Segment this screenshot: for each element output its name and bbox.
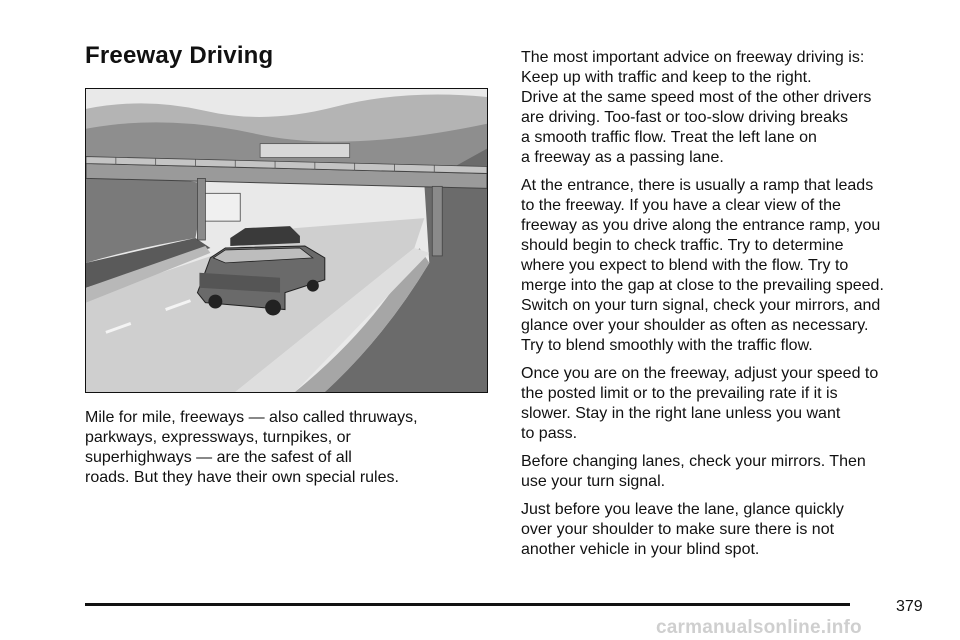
left-column-text [85, 408, 490, 496]
paragraph-entrance-ramp: At the entrance, there is usually a ramp that leads to the freeway. If you have a clear view of the freeway as you drive along the entrance ramp, you should begin to check traffic. Try to determine where you expect to blend with the flow. Try to merge into the gap at close to the prevailing speed. Switch on your turn signal, check your mirrors, and glance over your shoulder as often as necessary. Try to blend smoothly with the traffic flow. [521, 177, 884, 354]
freeway-illustration [85, 88, 488, 393]
page-number: 379 [896, 598, 923, 615]
paragraph-adjust-speed: Once you are on the freeway, adjust your speed to the posted limit or to the prevailing rate if it is slower. Stay in the right lane unless you want to pass. [521, 365, 879, 442]
intro-paragraph: Mile for mile, freeways — also called thruways, parkways, expressways, turnpikes, or superhighways — are the safest of all roads. But they have their own special rules. [85, 409, 418, 486]
paragraph-blind-spot: Just before you leave the lane, glance quickly over your shoulder to make sure there is not another vehicle in your blind spot. [521, 501, 844, 558]
watermark: carmanualsonline.info [656, 617, 862, 638]
paragraph-keep-up: The most important advice on freeway driving is: Keep up with traffic and keep to the right. Drive at the same speed most of the other drivers are driving. Too-fast or too-slow driving breaks a smooth traffic flow. Treat the left lane on a freeway as a passing lane. [521, 49, 872, 166]
section-heading: Freeway Driving [85, 42, 274, 69]
freeway-scene-icon [86, 89, 487, 392]
footer-rule [85, 603, 850, 606]
paragraph-changing-lanes: Before changing lanes, check your mirrors. Then use your turn signal. [521, 453, 866, 490]
right-column-text [521, 48, 931, 568]
